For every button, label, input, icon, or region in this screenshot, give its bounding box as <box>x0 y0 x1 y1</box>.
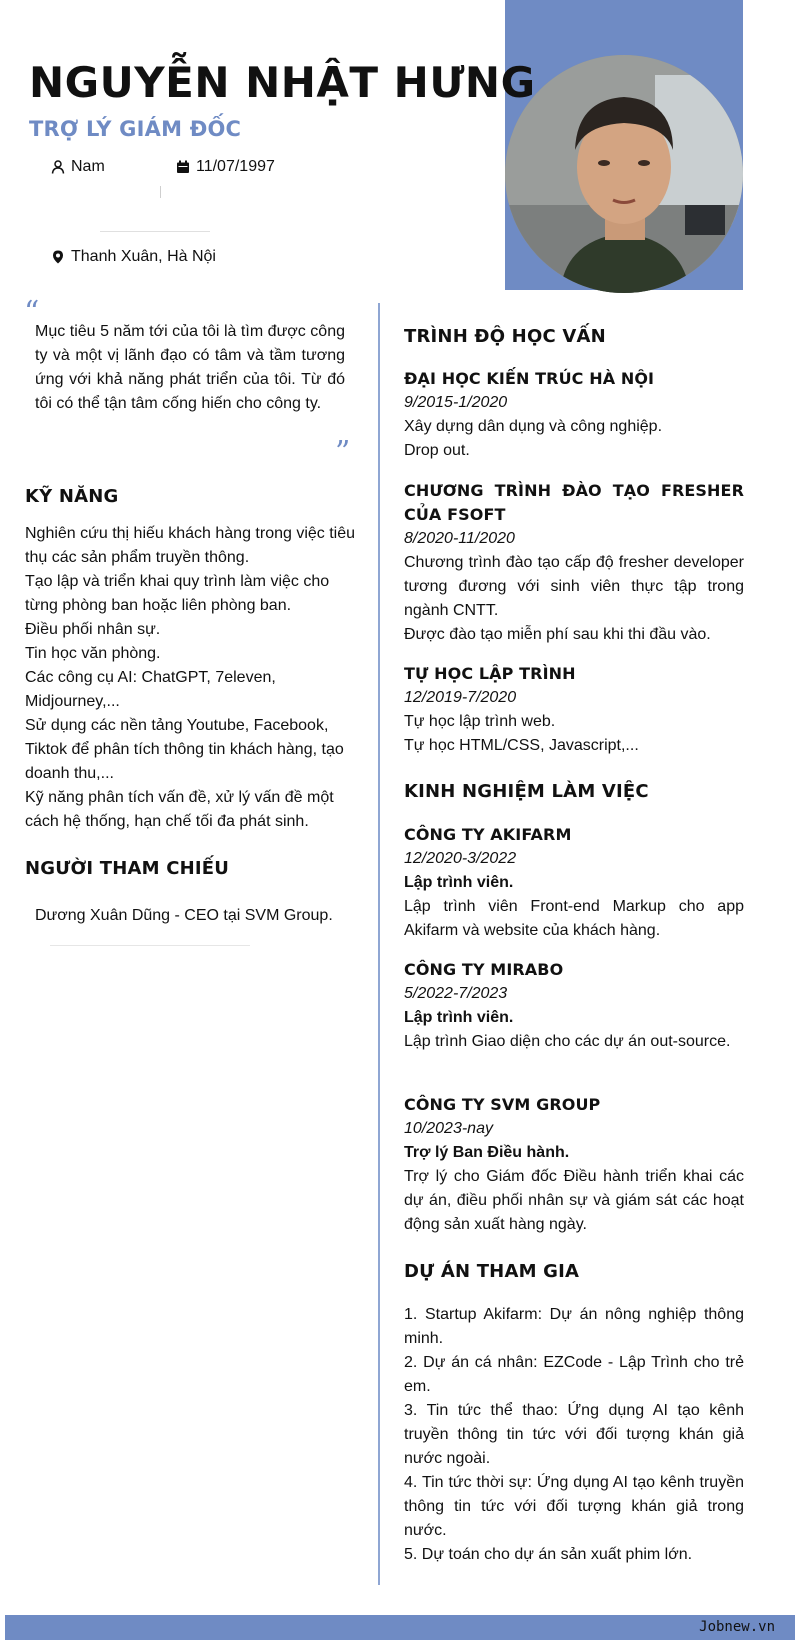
experience-entry <box>404 823 744 943</box>
experience-company: CÔNG TY MIRABO <box>404 960 564 979</box>
education-line: Chương trình đào tạo cấp độ fresher developer tương đương với sinh viên thực tập trong ngành CNTT. <box>404 554 744 619</box>
education-school: TỰ HỌC LẬP TRÌNH <box>404 664 576 683</box>
location-pin-icon <box>51 250 65 264</box>
education-date: 9/2015-1/2020 <box>404 394 508 411</box>
education-date: 12/2019-7/2020 <box>404 689 517 706</box>
footer-bar <box>5 1615 795 1640</box>
faint-underline <box>100 231 210 232</box>
skill-item: Điều phối nhân sự. <box>25 621 161 638</box>
skills-heading: KỸ NĂNG <box>25 486 119 507</box>
skill-item: Sử dụng các nền tảng Youtube, Facebook, Tiktok để phân tích thông tin khách hàng, tạo doanh thu,... <box>25 717 344 782</box>
education-entry <box>404 662 744 758</box>
experience-company: CÔNG TY AKIFARM <box>404 825 572 844</box>
dob-value: 11/07/1997 <box>196 158 275 175</box>
column-divider <box>378 303 380 1585</box>
project-item: 1. Startup Akifarm: Dự án nông nghiệp thông minh. <box>404 1306 744 1347</box>
education-school: CHƯƠNG TRÌNH ĐÀO TẠO FRESHER CỦA FSOFT <box>404 481 744 524</box>
education-line: Được đào tạo miễn phí sau khi thi đầu vào. <box>404 626 711 643</box>
education-entry <box>404 479 744 647</box>
education-line: Tự học lập trình web. <box>404 713 556 730</box>
experience-date: 10/2023-nay <box>404 1120 493 1137</box>
education-entry <box>404 367 744 463</box>
job-title: TRỢ LÝ GIÁM ĐỐC <box>29 117 242 141</box>
experience-entry <box>404 1093 744 1237</box>
experience-desc: Lập trình Giao diện cho các dự án out-source. <box>404 1033 731 1050</box>
experience-role: Lập trình viên. <box>404 1009 514 1026</box>
skill-item: Tạo lập và triển khai quy trình làm việc cho từng phòng ban hoặc liên phòng ban. <box>25 573 330 614</box>
address-value: Thanh Xuân, Hà Nội <box>71 248 216 265</box>
experience-role: Lập trình viên. <box>404 874 514 891</box>
reference-item: Dương Xuân Dũng - CEO tại SVM Group. <box>35 907 333 924</box>
candidate-name: NGUYỄN NHẬT HƯNG <box>29 58 536 107</box>
footer-brand: Jobnew.vn <box>699 1619 775 1635</box>
profile-photo-illustration <box>505 55 743 293</box>
skill-item: Tin học văn phòng. <box>25 645 161 662</box>
education-line: Drop out. <box>404 442 470 459</box>
experience-role: Trợ lý Ban Điều hành. <box>404 1144 570 1161</box>
education-school: ĐẠI HỌC KIẾN TRÚC HÀ NỘI <box>404 369 655 388</box>
gender-value: Nam <box>71 158 105 175</box>
project-item: 2. Dự án cá nhân: EZCode - Lập Trình cho trẻ em. <box>404 1354 744 1395</box>
experience-date: 5/2022-7/2023 <box>404 985 508 1002</box>
experience-entry <box>404 958 744 1054</box>
skills-list <box>25 522 360 834</box>
profile-photo <box>505 55 743 293</box>
project-item: 4. Tin tức thời sự: Ứng dụng AI tạo kênh truyền thông tin tức với đối tượng khán giả trong nước. <box>404 1474 744 1539</box>
education-heading: TRÌNH ĐỘ HỌC VẤN <box>404 326 606 347</box>
education-line: Xây dựng dân dụng và công nghiệp. <box>404 418 663 435</box>
gender-info <box>51 158 105 176</box>
close-quote-icon: ” <box>335 435 351 470</box>
career-objective: Mục tiêu 5 năm tới của tôi là tìm được công ty và một vị lãnh đạo có tâm và tầm tương ứng với khả năng phát triển của tôi. Từ đó tôi có thể tận tâm cống hiến cho công ty. <box>35 323 345 412</box>
projects-heading: DỰ ÁN THAM GIA <box>404 1261 580 1282</box>
dob-info <box>176 158 275 176</box>
experience-date: 12/2020-3/2022 <box>404 850 517 867</box>
project-item: 5. Dự toán cho dự án sản xuất phim lớn. <box>404 1546 693 1563</box>
experience-desc: Trợ lý cho Giám đốc Điều hành triển khai các dự án, điều phối nhân sự và giám sát các hoạt động sản xuất hàng ngày. <box>404 1168 744 1233</box>
projects-list <box>404 1303 744 1567</box>
open-quote-icon: “ <box>24 295 40 330</box>
skill-item: Các công cụ AI: ChatGPT, 7eleven, Midjourney,... <box>25 669 276 710</box>
faint-reference-line <box>50 945 250 946</box>
skill-item: Nghiên cứu thị hiếu khách hàng trong việc tiêu thụ các sản phẩm truyền thông. <box>25 525 356 566</box>
calendar-icon <box>176 160 190 174</box>
experience-desc: Lập trình viên Front-end Markup cho app Akifarm và website của khách hàng. <box>404 898 744 939</box>
experience-company: CÔNG TY SVM GROUP <box>404 1095 601 1114</box>
address-info <box>51 248 216 266</box>
person-icon <box>51 160 65 174</box>
references-heading: NGƯỜI THAM CHIẾU <box>25 858 230 879</box>
faint-separator <box>160 186 161 198</box>
education-line: Tự học HTML/CSS, Javascript,... <box>404 737 639 754</box>
project-item: 3. Tin tức thể thao: Ứng dụng AI tạo kênh truyền thông tin tức với đối tượng khán giả nước ngoài. <box>404 1402 744 1467</box>
experience-heading: KINH NGHIỆM LÀM VIỆC <box>404 781 649 802</box>
education-date: 8/2020-11/2020 <box>404 530 515 547</box>
skill-item: Kỹ năng phân tích vấn đề, xử lý vấn đề một cách hệ thống, hạn chế tối đa phát sinh. <box>25 789 334 830</box>
